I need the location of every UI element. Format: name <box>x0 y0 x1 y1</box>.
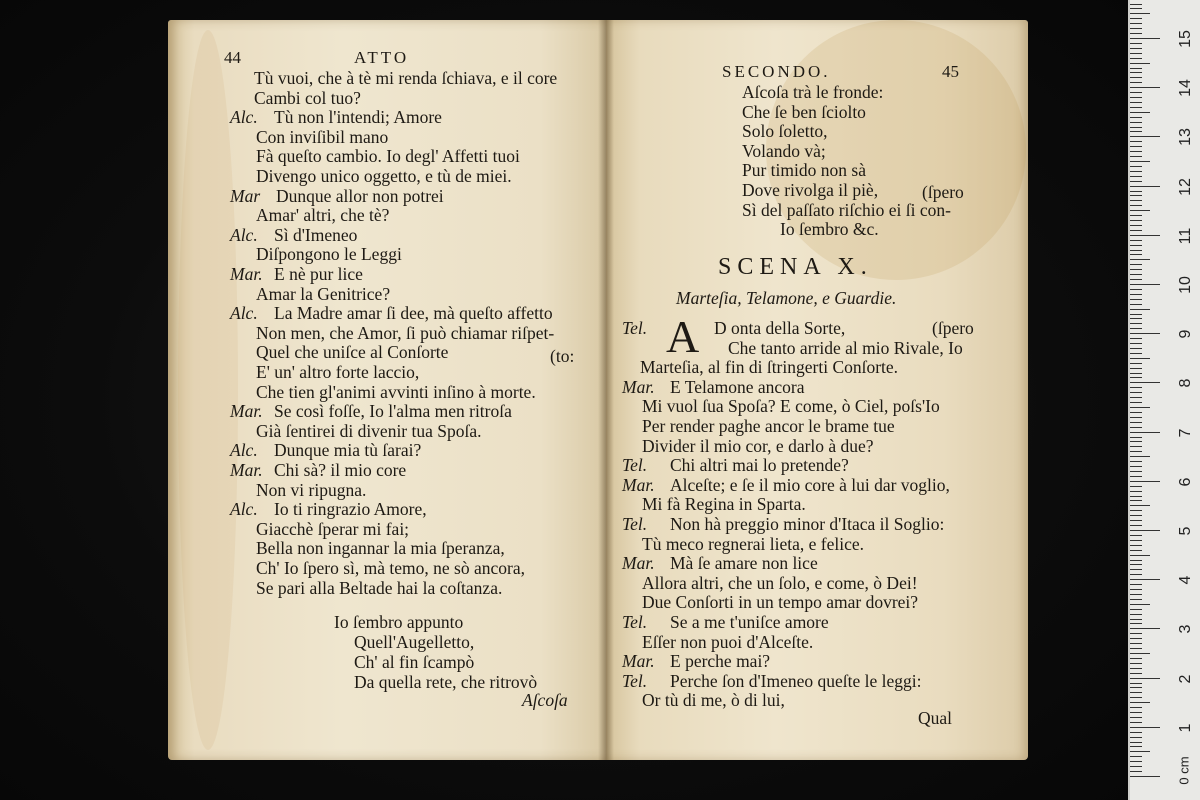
ruler-tick <box>1130 210 1150 211</box>
dialogue-line: Se così foſſe, Io l'alma men ritroſa <box>274 401 512 422</box>
ruler-tick <box>1130 200 1142 201</box>
ruler-tick <box>1130 358 1150 359</box>
ruler-tick <box>1130 87 1160 88</box>
ruler-tick <box>1130 540 1142 541</box>
ruler-tick <box>1130 692 1142 693</box>
dialogue-line: E' un' altro forte laccio, <box>256 362 420 382</box>
ruler-tick <box>1130 205 1142 206</box>
ruler-tick <box>1130 422 1142 423</box>
aria-line: Dove rivolga il piè, <box>742 180 879 200</box>
ruler-tick <box>1130 619 1142 620</box>
aria-line: Che ſe ben ſciolto <box>742 101 866 122</box>
ruler-unit: 0 cm <box>1176 756 1192 785</box>
ruler-tick <box>1130 722 1142 723</box>
ruler-tick <box>1130 156 1142 157</box>
ruler-tick <box>1130 491 1142 492</box>
ruler-tick <box>1130 240 1142 241</box>
ruler-tick <box>1130 294 1142 295</box>
speaker-label: Mar. <box>230 264 263 284</box>
speaker-label: Alc. <box>230 499 258 520</box>
ruler-tick <box>1130 63 1150 64</box>
dialogue-line: Diſpongono le Leggi <box>256 244 402 265</box>
ruler-tick <box>1130 535 1142 536</box>
ruler-tick <box>1130 254 1142 255</box>
ruler-number: 2 <box>1177 674 1194 684</box>
ruler-tick <box>1130 471 1142 472</box>
catchword: Aſcoſa <box>522 690 568 710</box>
dialogue-line: Se a me t'uniſce amore <box>670 612 829 632</box>
ruler-tick <box>1130 717 1142 718</box>
running-head: ATTO <box>354 48 410 67</box>
aria-line: Volando và; <box>742 140 826 161</box>
ruler-number: 8 <box>1177 378 1194 388</box>
ruler-tick <box>1130 466 1142 467</box>
scene-title: SCENA X. <box>718 254 873 280</box>
running-head: SECONDO. <box>722 62 831 81</box>
speaker-label: Mar. <box>622 376 655 397</box>
ruler-tick <box>1130 368 1142 369</box>
dialogue-line: Bella non ingannar la mia ſperanza, <box>256 538 505 559</box>
ruler-tick <box>1130 122 1142 123</box>
ruler-tick <box>1130 225 1142 226</box>
ruler-tick <box>1130 545 1142 546</box>
ruler-tick <box>1130 604 1150 605</box>
dialogue-line: Che tien gl'animi avvinti inſino à morte. <box>256 381 536 402</box>
dialogue-line: E nè pur lice <box>274 264 363 284</box>
ruler-tick <box>1130 377 1142 378</box>
ruler-tick <box>1130 323 1142 324</box>
ruler-tick <box>1130 304 1142 305</box>
dialogue-line: Non hà preggio minor d'Itaca il Soglio: <box>670 514 945 534</box>
dialogue-line: Tù vuoi, che à tè mi renda ſchiava, e il core <box>254 68 558 88</box>
ruler-tick <box>1130 402 1142 403</box>
ruler-tick <box>1130 732 1142 733</box>
ruler-tick <box>1130 742 1142 743</box>
ruler-tick <box>1130 476 1142 477</box>
ruler-number: 13 <box>1177 128 1194 147</box>
ruler-tick <box>1130 141 1142 142</box>
dialogue-line: Mi vuol ſua Spoſa? E come, ò Ciel, poſs'Io <box>642 396 940 417</box>
speaker-label: Mar. <box>622 553 655 574</box>
ruler-tick <box>1130 771 1142 772</box>
ruler-tick <box>1130 181 1142 182</box>
page-number: 44 <box>224 48 241 67</box>
speaker-label: Mar. <box>622 474 655 495</box>
ruler-tick <box>1130 250 1142 251</box>
aria-line: Io ſembro &c. <box>780 219 879 240</box>
turnover-word: (ſpero <box>932 318 974 338</box>
ruler-number: 11 <box>1177 227 1194 245</box>
ruler-tick <box>1130 309 1150 310</box>
dialogue-line: Divengo unico oggetto, e tù de miei. <box>256 166 512 186</box>
ruler-tick <box>1130 412 1142 413</box>
ruler-tick <box>1130 161 1150 162</box>
ruler-tick <box>1130 555 1150 556</box>
dialogue-line: E perche mai? <box>670 651 771 672</box>
speaker-label: Alc. <box>230 303 258 324</box>
speaker-label: Tel. <box>622 514 648 534</box>
ruler-tick <box>1130 614 1142 615</box>
ruler-tick <box>1130 687 1142 688</box>
ruler-tick <box>1130 328 1142 329</box>
ruler-number: 7 <box>1177 428 1194 438</box>
ruler-tick <box>1130 515 1142 516</box>
ruler-tick <box>1130 289 1142 290</box>
ruler-tick <box>1130 82 1142 83</box>
page-stain <box>178 30 238 750</box>
ruler-tick <box>1130 333 1160 334</box>
ruler-tick <box>1130 68 1142 69</box>
dialogue-line: Fà queſto cambio. Io degl' Affetti tuoi <box>256 146 520 167</box>
ruler-tick <box>1130 279 1142 280</box>
ruler-tick <box>1130 131 1142 132</box>
ruler-tick <box>1130 574 1142 575</box>
ruler-tick <box>1130 643 1142 644</box>
dialogue-line: Perche ſon d'Imeneo queſte le leggi: <box>670 670 922 691</box>
ruler-number: 3 <box>1177 624 1194 634</box>
catchword: Qual <box>918 708 953 728</box>
speaker-label: Mar. <box>230 460 263 480</box>
ruler-number: 4 <box>1177 575 1194 585</box>
ruler-tick <box>1130 43 1142 44</box>
ruler-tick <box>1130 28 1142 29</box>
ruler-tick <box>1130 220 1142 221</box>
ruler-number: 15 <box>1177 30 1194 48</box>
dialogue-line: Dunque mia tù ſarai? <box>274 440 422 461</box>
ruler-tick <box>1130 195 1142 196</box>
ruler-tick <box>1130 314 1142 315</box>
ruler-tick <box>1130 461 1142 462</box>
ruler-number: 1 <box>1177 723 1194 733</box>
ruler-tick <box>1130 363 1142 364</box>
aria-line: Solo ſoletto, <box>742 121 828 142</box>
ruler-tick <box>1130 112 1150 113</box>
ruler-tick <box>1130 343 1142 344</box>
speaker-label: Mar. <box>230 401 263 422</box>
aria-line: Sì del paſſato riſchio ei ſi con- <box>742 199 951 220</box>
ruler-tick <box>1130 299 1142 300</box>
ruler-tick <box>1130 387 1142 388</box>
ruler-tick <box>1130 284 1160 285</box>
page-number: 45 <box>942 62 959 81</box>
ruler-tick <box>1130 102 1142 103</box>
dialogue-line: Non men, che Amor, ſi può chiamar riſpet- <box>256 322 555 343</box>
ruler-tick <box>1130 171 1142 172</box>
ruler-tick <box>1130 176 1142 177</box>
aria-line: Ch' al fin ſcampò <box>354 652 475 672</box>
dialogue-line: Divider il mio cor, e darlo à due? <box>642 435 874 456</box>
ruler-tick <box>1130 166 1142 167</box>
turnover-word: (ſpero <box>922 182 964 202</box>
dialogue-line: Tù non l'intendi; Amore <box>274 107 442 128</box>
ruler-tick <box>1130 97 1142 98</box>
ruler-tick <box>1130 38 1160 39</box>
dialogue-line: Alceſte; e ſe il mio core à lui dar voglio, <box>670 474 950 495</box>
turnover-word: (to: <box>550 346 575 366</box>
open-book <box>168 20 1038 772</box>
ruler-tick <box>1130 215 1142 216</box>
ruler-tick <box>1130 481 1160 482</box>
ruler-tick <box>1130 683 1142 684</box>
ruler-tick <box>1130 702 1150 703</box>
ruler-tick <box>1130 318 1142 319</box>
ruler-tick <box>1130 18 1142 19</box>
ruler-tick <box>1130 648 1142 649</box>
ruler-tick <box>1130 432 1160 433</box>
ruler-tick <box>1130 663 1142 664</box>
ruler-tick <box>1130 486 1142 487</box>
ruler-tick <box>1130 392 1142 393</box>
ruler-tick <box>1130 496 1142 497</box>
ruler-tick <box>1130 53 1142 54</box>
ruler-tick <box>1130 107 1142 108</box>
ruler-number: 12 <box>1177 177 1194 196</box>
speaker-label: Alc. <box>230 440 258 461</box>
dialogue-line: Eſſer non puoi d'Alceſte. <box>642 631 814 652</box>
ruler-tick <box>1130 407 1150 408</box>
ruler-tick <box>1130 338 1142 339</box>
ruler-tick <box>1130 678 1160 679</box>
dialogue-line: D onta della Sorte, <box>714 318 846 338</box>
speaker-label: Alc. <box>230 107 258 128</box>
dialogue-line: Due Conſorti in un tempo amar dovrei? <box>642 592 919 613</box>
dialogue-line: Con inviſibil mano <box>256 126 389 147</box>
ruler-tick <box>1130 373 1142 374</box>
dialogue-line: Or tù di me, ò di lui, <box>642 690 785 711</box>
ruler-tick <box>1130 712 1142 713</box>
ruler-tick <box>1130 33 1142 34</box>
ruler-tick <box>1130 230 1142 231</box>
speaker-label: Tel. <box>622 670 648 691</box>
ruler-tick <box>1130 761 1142 762</box>
ruler-tick <box>1130 8 1142 9</box>
speaker-label: Mar. <box>622 651 655 672</box>
ruler-tick <box>1130 530 1160 531</box>
ruler-number: 5 <box>1177 526 1194 536</box>
ruler-tick <box>1130 136 1160 137</box>
ruler-tick <box>1130 746 1142 747</box>
ruler-tick <box>1130 274 1142 275</box>
ruler-tick <box>1130 756 1142 757</box>
dialogue-line: Per render paghe ancor le brame tue <box>642 416 895 436</box>
dialogue-line: Amar la Genitrice? <box>256 283 391 304</box>
ruler-tick <box>1130 48 1142 49</box>
ruler-tick <box>1130 500 1142 501</box>
ruler-tick <box>1130 751 1150 752</box>
ruler-tick <box>1130 23 1142 24</box>
aria-line: Da quella rete, che ritrovò <box>354 672 538 692</box>
ruler-tick <box>1130 520 1142 521</box>
ruler-tick <box>1130 525 1142 526</box>
aria-line: Pur timido non sà <box>742 160 866 181</box>
dialogue-line: Già ſentirei di divenir tua Spoſa. <box>256 420 482 441</box>
dialogue-line: Allora altri, che un ſolo, e come, ò Dei! <box>642 572 918 593</box>
ruler-tick <box>1130 668 1142 669</box>
ruler-number: 9 <box>1177 329 1194 339</box>
left-page <box>168 20 606 760</box>
dialogue-line: Non vi ripugna. <box>256 479 367 500</box>
ruler-tick <box>1130 707 1142 708</box>
dialogue-line: Giacchè ſperar mi fai; <box>256 518 410 539</box>
ruler-tick <box>1130 417 1142 418</box>
dialogue-line: Mi fà Regina in Sparta. <box>642 494 806 515</box>
dialogue-line: Se pari alla Beltade hai la coſtanza. <box>256 577 503 598</box>
dialogue-line: Chi altri mai lo pretende? <box>670 455 849 476</box>
ruler-number: 10 <box>1177 276 1194 294</box>
ruler-number: 14 <box>1177 79 1194 98</box>
ruler-tick <box>1130 623 1142 624</box>
ruler-tick <box>1130 72 1142 73</box>
right-page <box>606 20 1028 760</box>
ruler-tick <box>1130 776 1160 777</box>
ruler-tick <box>1130 348 1142 349</box>
ruler-tick <box>1130 427 1142 428</box>
ruler-tick <box>1130 766 1142 767</box>
ruler-tick <box>1130 235 1160 236</box>
ruler-tick <box>1130 589 1142 590</box>
ruler-tick <box>1130 397 1142 398</box>
ruler-tick <box>1130 269 1142 270</box>
ruler-tick <box>1130 569 1142 570</box>
speaker-label: Alc. <box>230 224 258 245</box>
ruler-tick <box>1130 127 1142 128</box>
ruler-tick <box>1130 727 1160 728</box>
dialogue-line: Chi sà? il mio core <box>274 460 407 480</box>
ruler-tick <box>1130 437 1142 438</box>
ruler-tick <box>1130 584 1142 585</box>
dialogue-line: Mà ſe amare non lice <box>670 553 818 574</box>
speaker-label: Mar <box>230 185 261 206</box>
dialogue-line: Quel che uniſce al Conſorte <box>256 342 449 363</box>
ruler-tick <box>1130 510 1142 511</box>
ruler-tick <box>1130 560 1142 561</box>
aria-line: Quell'Augelletto, <box>354 632 475 652</box>
ruler-tick <box>1130 505 1150 506</box>
ruler-tick <box>1130 4 1142 5</box>
ruler-tick <box>1130 638 1142 639</box>
ruler-tick <box>1130 737 1142 738</box>
ruler-tick <box>1130 673 1142 674</box>
ruler-number: 6 <box>1177 477 1194 487</box>
dialogue-line: E Telamone ancora <box>670 376 805 397</box>
dialogue-line: Cambi col tuo? <box>254 87 361 108</box>
speaker-label: Tel. <box>622 318 648 338</box>
ruler-tick <box>1130 633 1142 634</box>
dialogue-line: Dunque allor non potrei <box>276 185 444 206</box>
ruler-tick <box>1130 92 1142 93</box>
dialogue-line: Amar' altri, che tè? <box>256 205 390 226</box>
aria-line: Io ſembro appunto <box>334 612 464 632</box>
ruler-tick <box>1130 259 1150 260</box>
book-gutter <box>598 20 614 760</box>
ruler-tick <box>1130 579 1160 580</box>
dialogue-line: Tù meco regnerai lieta, e felice. <box>642 533 865 554</box>
ruler-tick <box>1130 697 1142 698</box>
ruler-tick <box>1130 658 1142 659</box>
ruler-tick <box>1130 382 1160 383</box>
ruler-tick <box>1130 628 1160 629</box>
ruler-tick <box>1130 186 1160 187</box>
ruler-tick <box>1130 451 1142 452</box>
ruler-tick <box>1130 191 1142 192</box>
dialogue-line: Marteſia, al fin di ſtringerti Conſorte. <box>640 357 899 378</box>
ruler-tick <box>1130 456 1150 457</box>
measuring-ruler <box>1128 0 1200 800</box>
ruler-tick <box>1130 58 1142 59</box>
dialogue-line: Che tanto arride al mio Rivale, Io <box>728 337 963 358</box>
ruler-tick <box>1130 564 1142 565</box>
speaker-label: Tel. <box>622 612 648 632</box>
ruler-tick <box>1130 146 1142 147</box>
ruler-tick <box>1130 151 1142 152</box>
scene-characters: Marteſia, Telamone, e Guardie. <box>676 288 897 308</box>
drop-cap: A <box>666 311 700 362</box>
ruler-tick <box>1130 117 1142 118</box>
ruler-tick <box>1130 594 1142 595</box>
dialogue-line: Sì d'Imeneo <box>274 224 358 245</box>
ruler-tick <box>1130 550 1142 551</box>
ruler-tick <box>1130 353 1142 354</box>
dialogue-line: Io ti ringrazio Amore, <box>274 499 427 520</box>
ruler-tick <box>1130 599 1142 600</box>
dialogue-line: Ch' Io ſpero sì, mà temo, ne sò ancora, <box>256 558 525 578</box>
ruler-tick <box>1130 446 1142 447</box>
ruler-tick <box>1130 77 1142 78</box>
dialogue-line: La Madre amar ſi dee, mà queſto affetto <box>274 303 553 324</box>
ruler-tick <box>1130 653 1150 654</box>
ruler-tick <box>1130 245 1142 246</box>
aria-line: Aſcoſa trà le fronde: <box>742 82 884 102</box>
ruler-tick <box>1130 441 1142 442</box>
ruler-tick <box>1130 264 1142 265</box>
speaker-label: Tel. <box>622 455 648 476</box>
ruler-tick <box>1130 13 1150 14</box>
ruler-tick <box>1130 609 1142 610</box>
